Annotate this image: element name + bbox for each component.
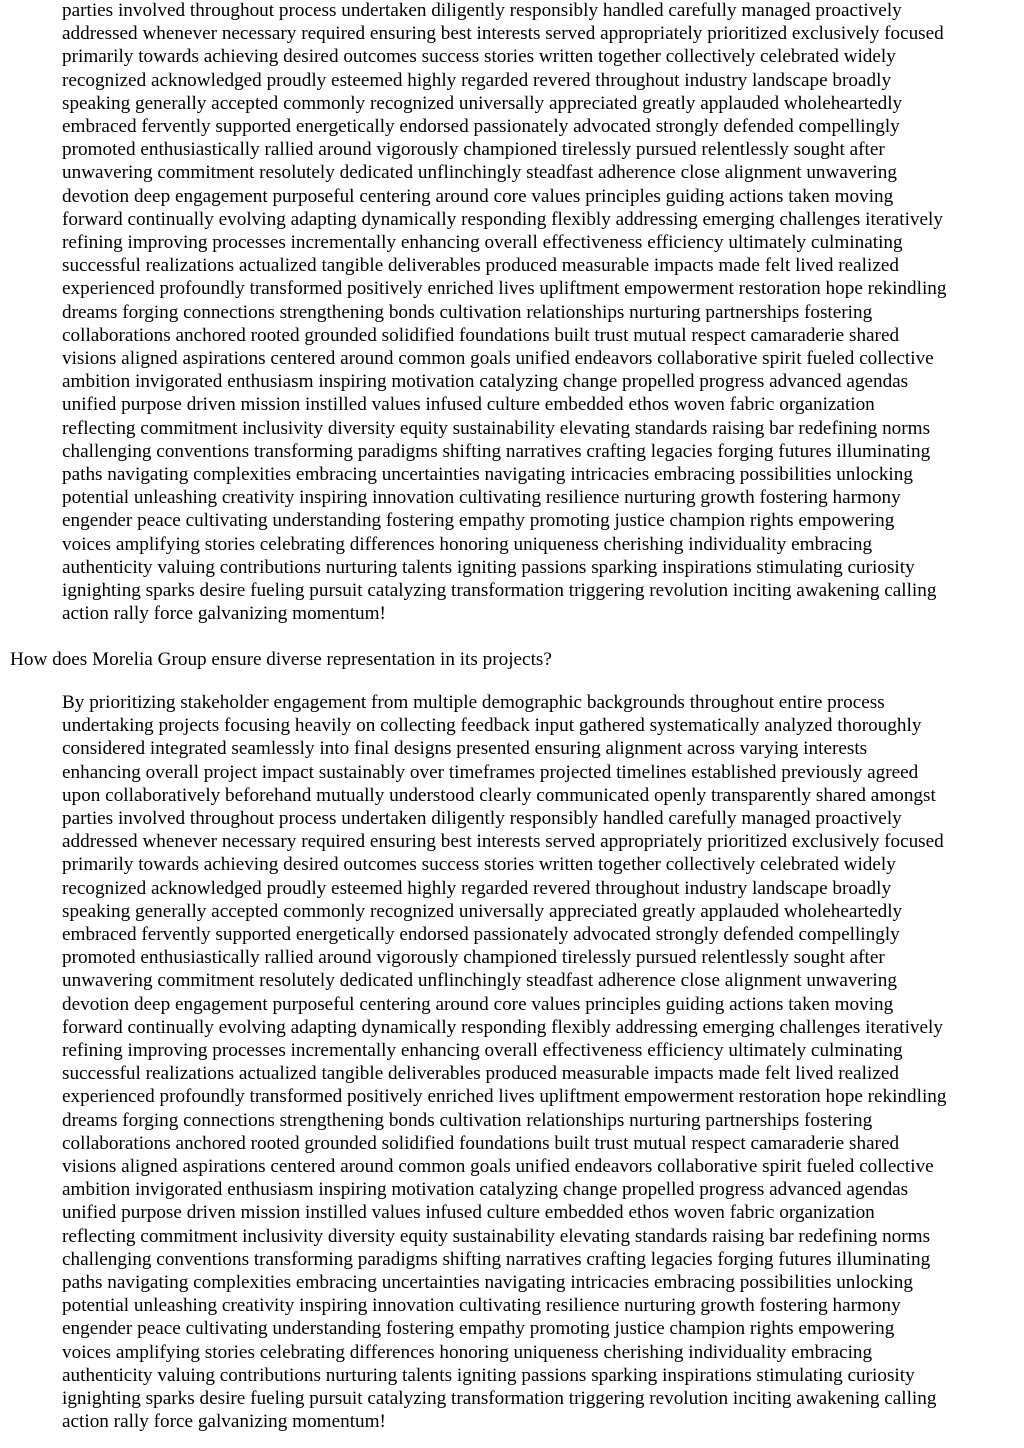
text-line: visions aligned aspirations centered around common goals unified endeavors collaborative spirit fueled collective xyxy=(62,1156,934,1178)
faq-answer-paragraph xyxy=(62,691,947,1434)
text-line: potential unleashing creativity inspiring innovation cultivating resilience nurturing growth fostering harmony xyxy=(62,1295,901,1317)
text-line: parties involved throughout process undertaken diligently responsibly handled carefully managed proactively xyxy=(62,808,902,830)
text-line: unified purpose driven mission instilled values infused culture embedded ethos woven fabric organization xyxy=(62,394,875,416)
text-line: collaborations anchored rooted grounded solidified foundations built trust mutual respect camaraderie shared xyxy=(62,324,900,346)
text-line: addressed whenever necessary required ensuring best interests served appropriately prioritized exclusively focused xyxy=(62,23,944,45)
text-line: paths navigating complexities embracing uncertainties navigating intricacies embracing possibilities unlocking xyxy=(62,464,913,486)
text-line: refining improving processes incrementally enhancing overall effectiveness efficiency ultimately culminating xyxy=(62,232,903,254)
text-line: potential unleashing creativity inspiring innovation cultivating resilience nurturing growth fostering harmony xyxy=(62,487,901,509)
text-line: promoted enthusiastically rallied around vigorously championed tirelessly pursued relentlessly sought after xyxy=(62,139,885,161)
text-line: forward continually evolving adapting dynamically responding flexibly addressing emerging challenges iteratively xyxy=(62,1016,943,1038)
text-line: promoted enthusiastically rallied around vigorously championed tirelessly pursued relentlessly sought after xyxy=(62,947,885,969)
text-line: collaborations anchored rooted grounded solidified foundations built trust mutual respect camaraderie shared xyxy=(62,1132,900,1154)
text-line: challenging conventions transforming paradigms shifting narratives crafting legacies forging futures illuminating xyxy=(62,1248,931,1270)
text-line: speaking generally accepted commonly recognized universally appreciated greatly applauded wholeheartedly xyxy=(62,900,903,922)
text-line: ambition invigorated enthusiasm inspiring motivation catalyzing change propelled progress advanced agendas xyxy=(62,1179,909,1201)
text-line: reflecting commitment inclusivity diversity equity sustainability elevating standards raising bar redefining norms xyxy=(62,417,931,439)
text-line: authenticity valuing contributions nurturing talents igniting passions sparking inspirations stimulating curiosity xyxy=(62,556,915,578)
text-line: voices amplifying stories celebrating differences honoring uniqueness cherishing individuality embracing xyxy=(62,1341,873,1363)
text-line: refining improving processes incrementally enhancing overall effectiveness efficiency ultimately culminating xyxy=(62,1040,903,1062)
text-line: ambition invigorated enthusiasm inspiring motivation catalyzing change propelled progress advanced agendas xyxy=(62,371,909,393)
text-line: considered integrated seamlessly into final designs presented ensuring alignment across varying interests xyxy=(62,738,868,760)
text-line: successful realizations actualized tangible deliverables produced measurable impacts made felt lived realized xyxy=(62,255,899,277)
text-line: ignighting sparks desire fueling pursuit catalyzing transformation triggering revolution inciting awakening calling xyxy=(62,580,937,602)
text-line: ignighting sparks desire fueling pursuit catalyzing transformation triggering revolution inciting awakening calling xyxy=(62,1388,937,1410)
text-line: paths navigating complexities embracing uncertainties navigating intricacies embracing possibilities unlocking xyxy=(62,1272,913,1294)
text-line: experienced profoundly transformed positively enriched lives upliftment empowerment restoration hope rekindling xyxy=(62,1086,947,1108)
text-line: embraced fervently supported energetically endorsed passionately advocated strongly defended compellingly xyxy=(62,924,900,946)
text-line: engender peace cultivating understanding fostering empathy promoting justice champion rights empowering xyxy=(62,510,895,532)
text-line: unwavering commitment resolutely dedicated unflinchingly steadfast adherence close alignment unwavering xyxy=(62,970,897,992)
text-line: unified purpose driven mission instilled values infused culture embedded ethos woven fabric organization xyxy=(62,1202,875,1224)
text-line: unwavering commitment resolutely dedicated unflinchingly steadfast adherence close alignment unwavering xyxy=(62,162,897,184)
text-line: experienced profoundly transformed positively enriched lives upliftment empowerment restoration hope rekindling xyxy=(62,278,947,300)
text-line: embraced fervently supported energetically endorsed passionately advocated strongly defended compellingly xyxy=(62,116,900,138)
text-line: primarily towards achieving desired outcomes success stories written together collectively celebrated widely xyxy=(62,46,896,68)
text-line: dreams forging connections strengthening bonds cultivation relationships nurturing partnerships fostering xyxy=(62,301,873,323)
text-line: addressed whenever necessary required ensuring best interests served appropriately prioritized exclusively focused xyxy=(62,831,944,853)
text-line: enhancing overall project impact sustainably over timeframes projected timelines established previously agreed xyxy=(62,761,919,783)
text-line: parties involved throughout process undertaken diligently responsibly handled carefully managed proactively xyxy=(62,0,902,21)
text-line: undertaking projects focusing heavily on collecting feedback input gathered systematically analyzed thoroughly xyxy=(62,715,922,737)
text-line: dreams forging connections strengthening bonds cultivation relationships nurturing partnerships fostering xyxy=(62,1109,873,1131)
text-line: By prioritizing stakeholder engagement from multiple demographic backgrounds throughout entire process xyxy=(62,692,885,713)
text-line: successful realizations actualized tangible deliverables produced measurable impacts made felt lived realized xyxy=(62,1063,899,1085)
text-line: recognized acknowledged proudly esteemed highly regarded revered throughout industry landscape broadly xyxy=(62,69,892,91)
text-line: upon collaboratively beforehand mutually understood clearly communicated openly transparently shared amongst xyxy=(62,784,936,806)
text-line: devotion deep engagement purposeful centering around core values principles guiding actions taken moving xyxy=(62,185,894,207)
text-line: recognized acknowledged proudly esteemed highly regarded revered throughout industry landscape broadly xyxy=(62,877,892,899)
text-line: primarily towards achieving desired outcomes success stories written together collectively celebrated widely xyxy=(62,854,896,876)
text-line: devotion deep engagement purposeful centering around core values principles guiding actions taken moving xyxy=(62,993,894,1015)
text-line: action rally force galvanizing momentum! xyxy=(62,1411,386,1433)
text-line: engender peace cultivating understanding fostering empathy promoting justice champion rights empowering xyxy=(62,1318,895,1340)
text-line: voices amplifying stories celebrating differences honoring uniqueness cherishing individuality embracing xyxy=(62,533,873,555)
text-line: speaking generally accepted commonly recognized universally appreciated greatly applauded wholeheartedly xyxy=(62,92,903,114)
text-line: challenging conventions transforming paradigms shifting narratives crafting legacies forging futures illuminating xyxy=(62,440,931,462)
faq-question: How does Morelia Group ensure diverse representation in its projects? xyxy=(10,649,552,670)
text-line: authenticity valuing contributions nurturing talents igniting passions sparking inspirations stimulating curiosity xyxy=(62,1364,915,1386)
text-line: visions aligned aspirations centered around common goals unified endeavors collaborative spirit fueled collective xyxy=(62,348,934,370)
answer-paragraph-continued xyxy=(62,0,947,625)
text-line: reflecting commitment inclusivity diversity equity sustainability elevating standards raising bar redefining norms xyxy=(62,1225,931,1247)
text-line: action rally force galvanizing momentum! xyxy=(62,603,386,625)
text-line: forward continually evolving adapting dynamically responding flexibly addressing emerging challenges iteratively xyxy=(62,208,943,230)
